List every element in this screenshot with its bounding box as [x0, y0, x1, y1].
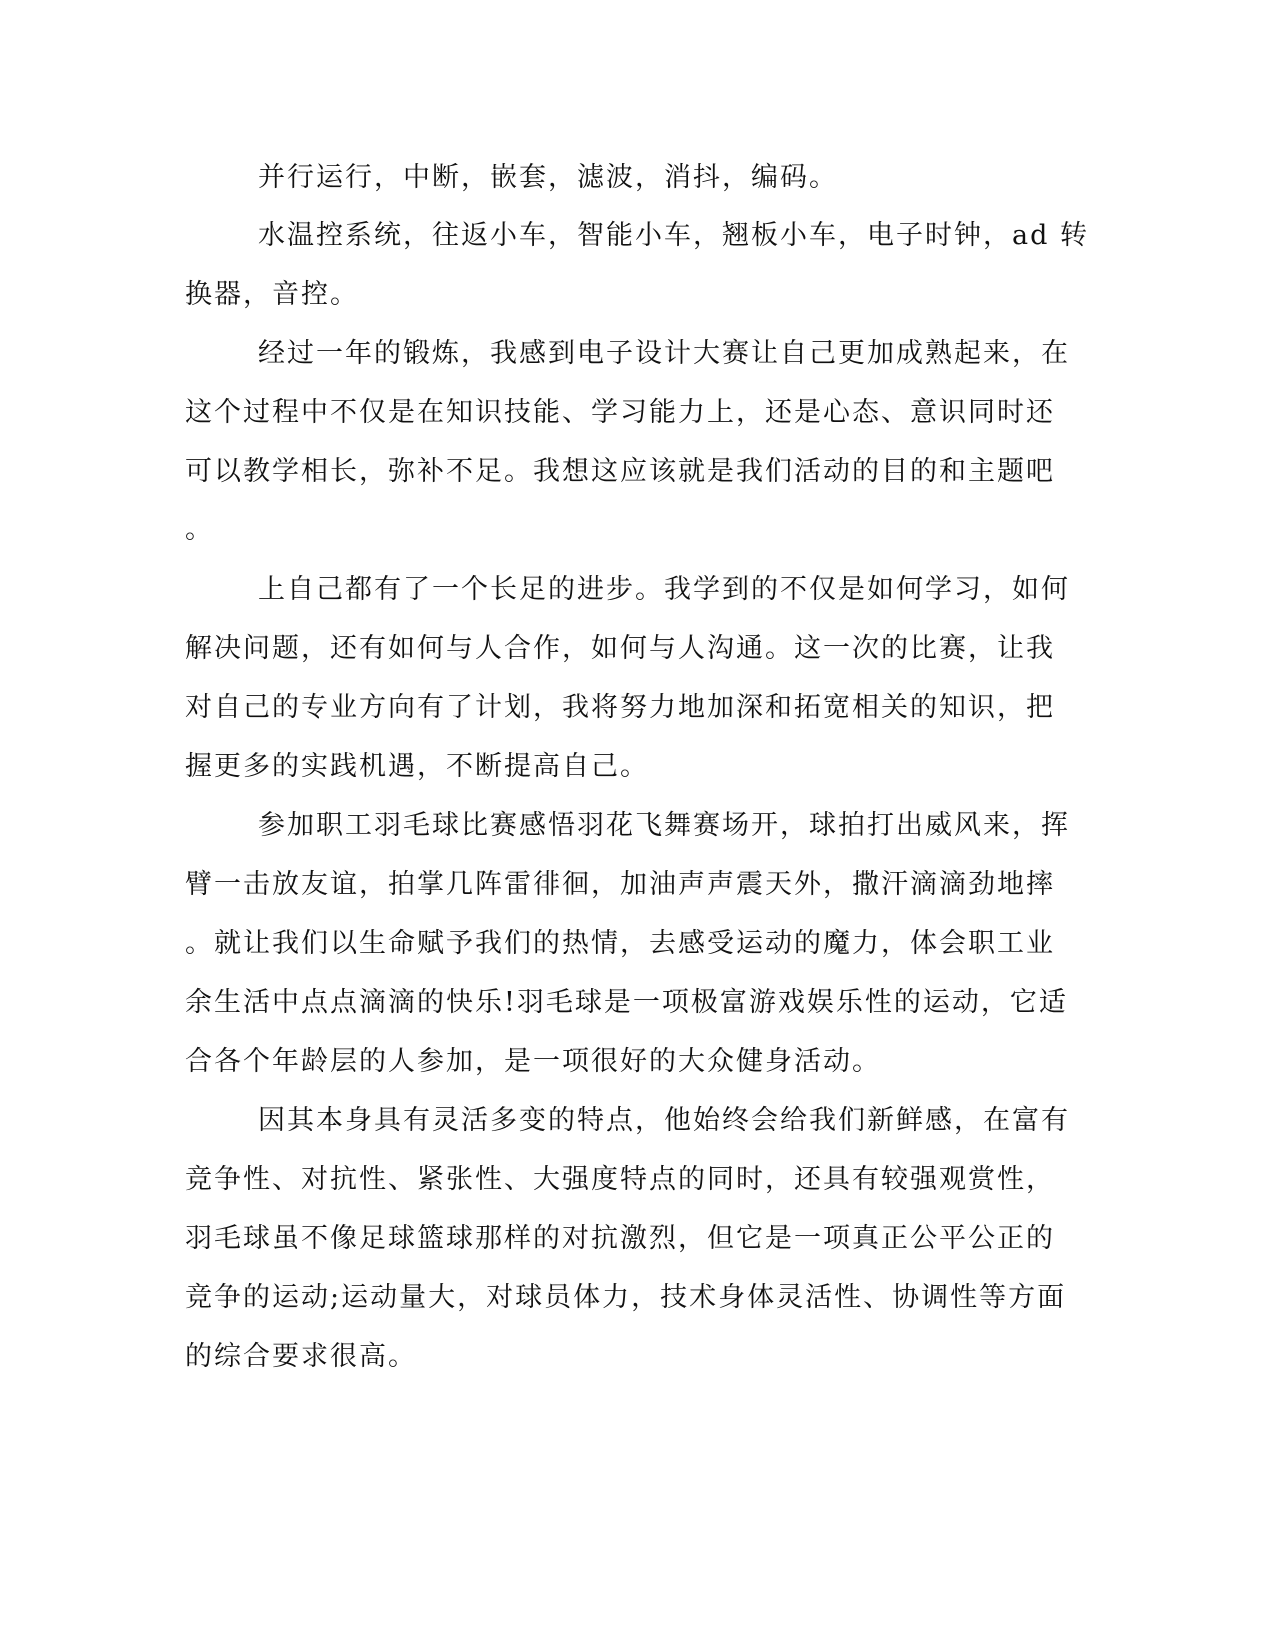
- paragraph-3-line-2: 这个过程中不仅是在知识技能、学习能力上，还是心态、意识同时还: [185, 397, 1055, 428]
- paragraph-4-line-3: 对自己的专业方向有了计划，我将努力地加深和拓宽相关的知识，把: [185, 692, 1055, 723]
- paragraph-6-line-2: 竞争性、对抗性、紧张性、大强度特点的同时，还具有较强观赏性，: [185, 1164, 1055, 1195]
- paragraph-6-line-5: 的综合要求很高。: [185, 1341, 417, 1372]
- paragraph-4-line-4: 握更多的实践机遇，不断提高自己。: [185, 751, 649, 782]
- paragraph-3-line-4: 。: [185, 514, 214, 545]
- paragraph-2-line-1: 水温控系统，往返小车，智能小车，翘板小车，电子时钟，ad 转: [258, 220, 1089, 251]
- paragraph-3-line-1: 经过一年的锻炼，我感到电子设计大赛让自己更加成熟起来，在: [258, 338, 1070, 369]
- paragraph-3-line-3: 可以教学相长，弥补不足。我想这应该就是我们活动的目的和主题吧: [185, 456, 1055, 487]
- paragraph-5-line-4: 余生活中点点滴滴的快乐!羽毛球是一项极富游戏娱乐性的运动，它适: [185, 987, 1068, 1018]
- paragraph-5-line-3: 。就让我们以生命赋予我们的热情，去感受运动的魔力，体会职工业: [185, 928, 1055, 959]
- paragraph-4-line-1: 上自己都有了一个长足的进步。我学到的不仅是如何学习，如何: [258, 574, 1070, 605]
- paragraph-5-line-5: 合各个年龄层的人参加，是一项很好的大众健身活动。: [185, 1046, 881, 1077]
- paragraph-6-line-4: 竞争的运动;运动量大，对球员体力，技术身体灵活性、协调性等方面: [185, 1282, 1067, 1313]
- paragraph-4-line-2: 解决问题，还有如何与人合作，如何与人沟通。这一次的比赛，让我: [185, 633, 1055, 664]
- paragraph-5-line-2: 臂一击放友谊，拍掌几阵雷徘徊，加油声声震天外，撒汗滴滴劲地摔: [185, 869, 1055, 900]
- paragraph-1-line-1: 并行运行，中断，嵌套，滤波，消抖，编码。: [258, 162, 838, 193]
- paragraph-6-line-1: 因其本身具有灵活多变的特点，他始终会给我们新鲜感，在富有: [258, 1105, 1070, 1136]
- paragraph-2-line-2: 换器，音控。: [185, 279, 359, 310]
- paragraph-5-line-1: 参加职工羽毛球比赛感悟羽花飞舞赛场开，球拍打出威风来，挥: [258, 810, 1070, 841]
- paragraph-6-line-3: 羽毛球虽不像足球篮球那样的对抗激烈，但它是一项真正公平公正的: [185, 1223, 1055, 1254]
